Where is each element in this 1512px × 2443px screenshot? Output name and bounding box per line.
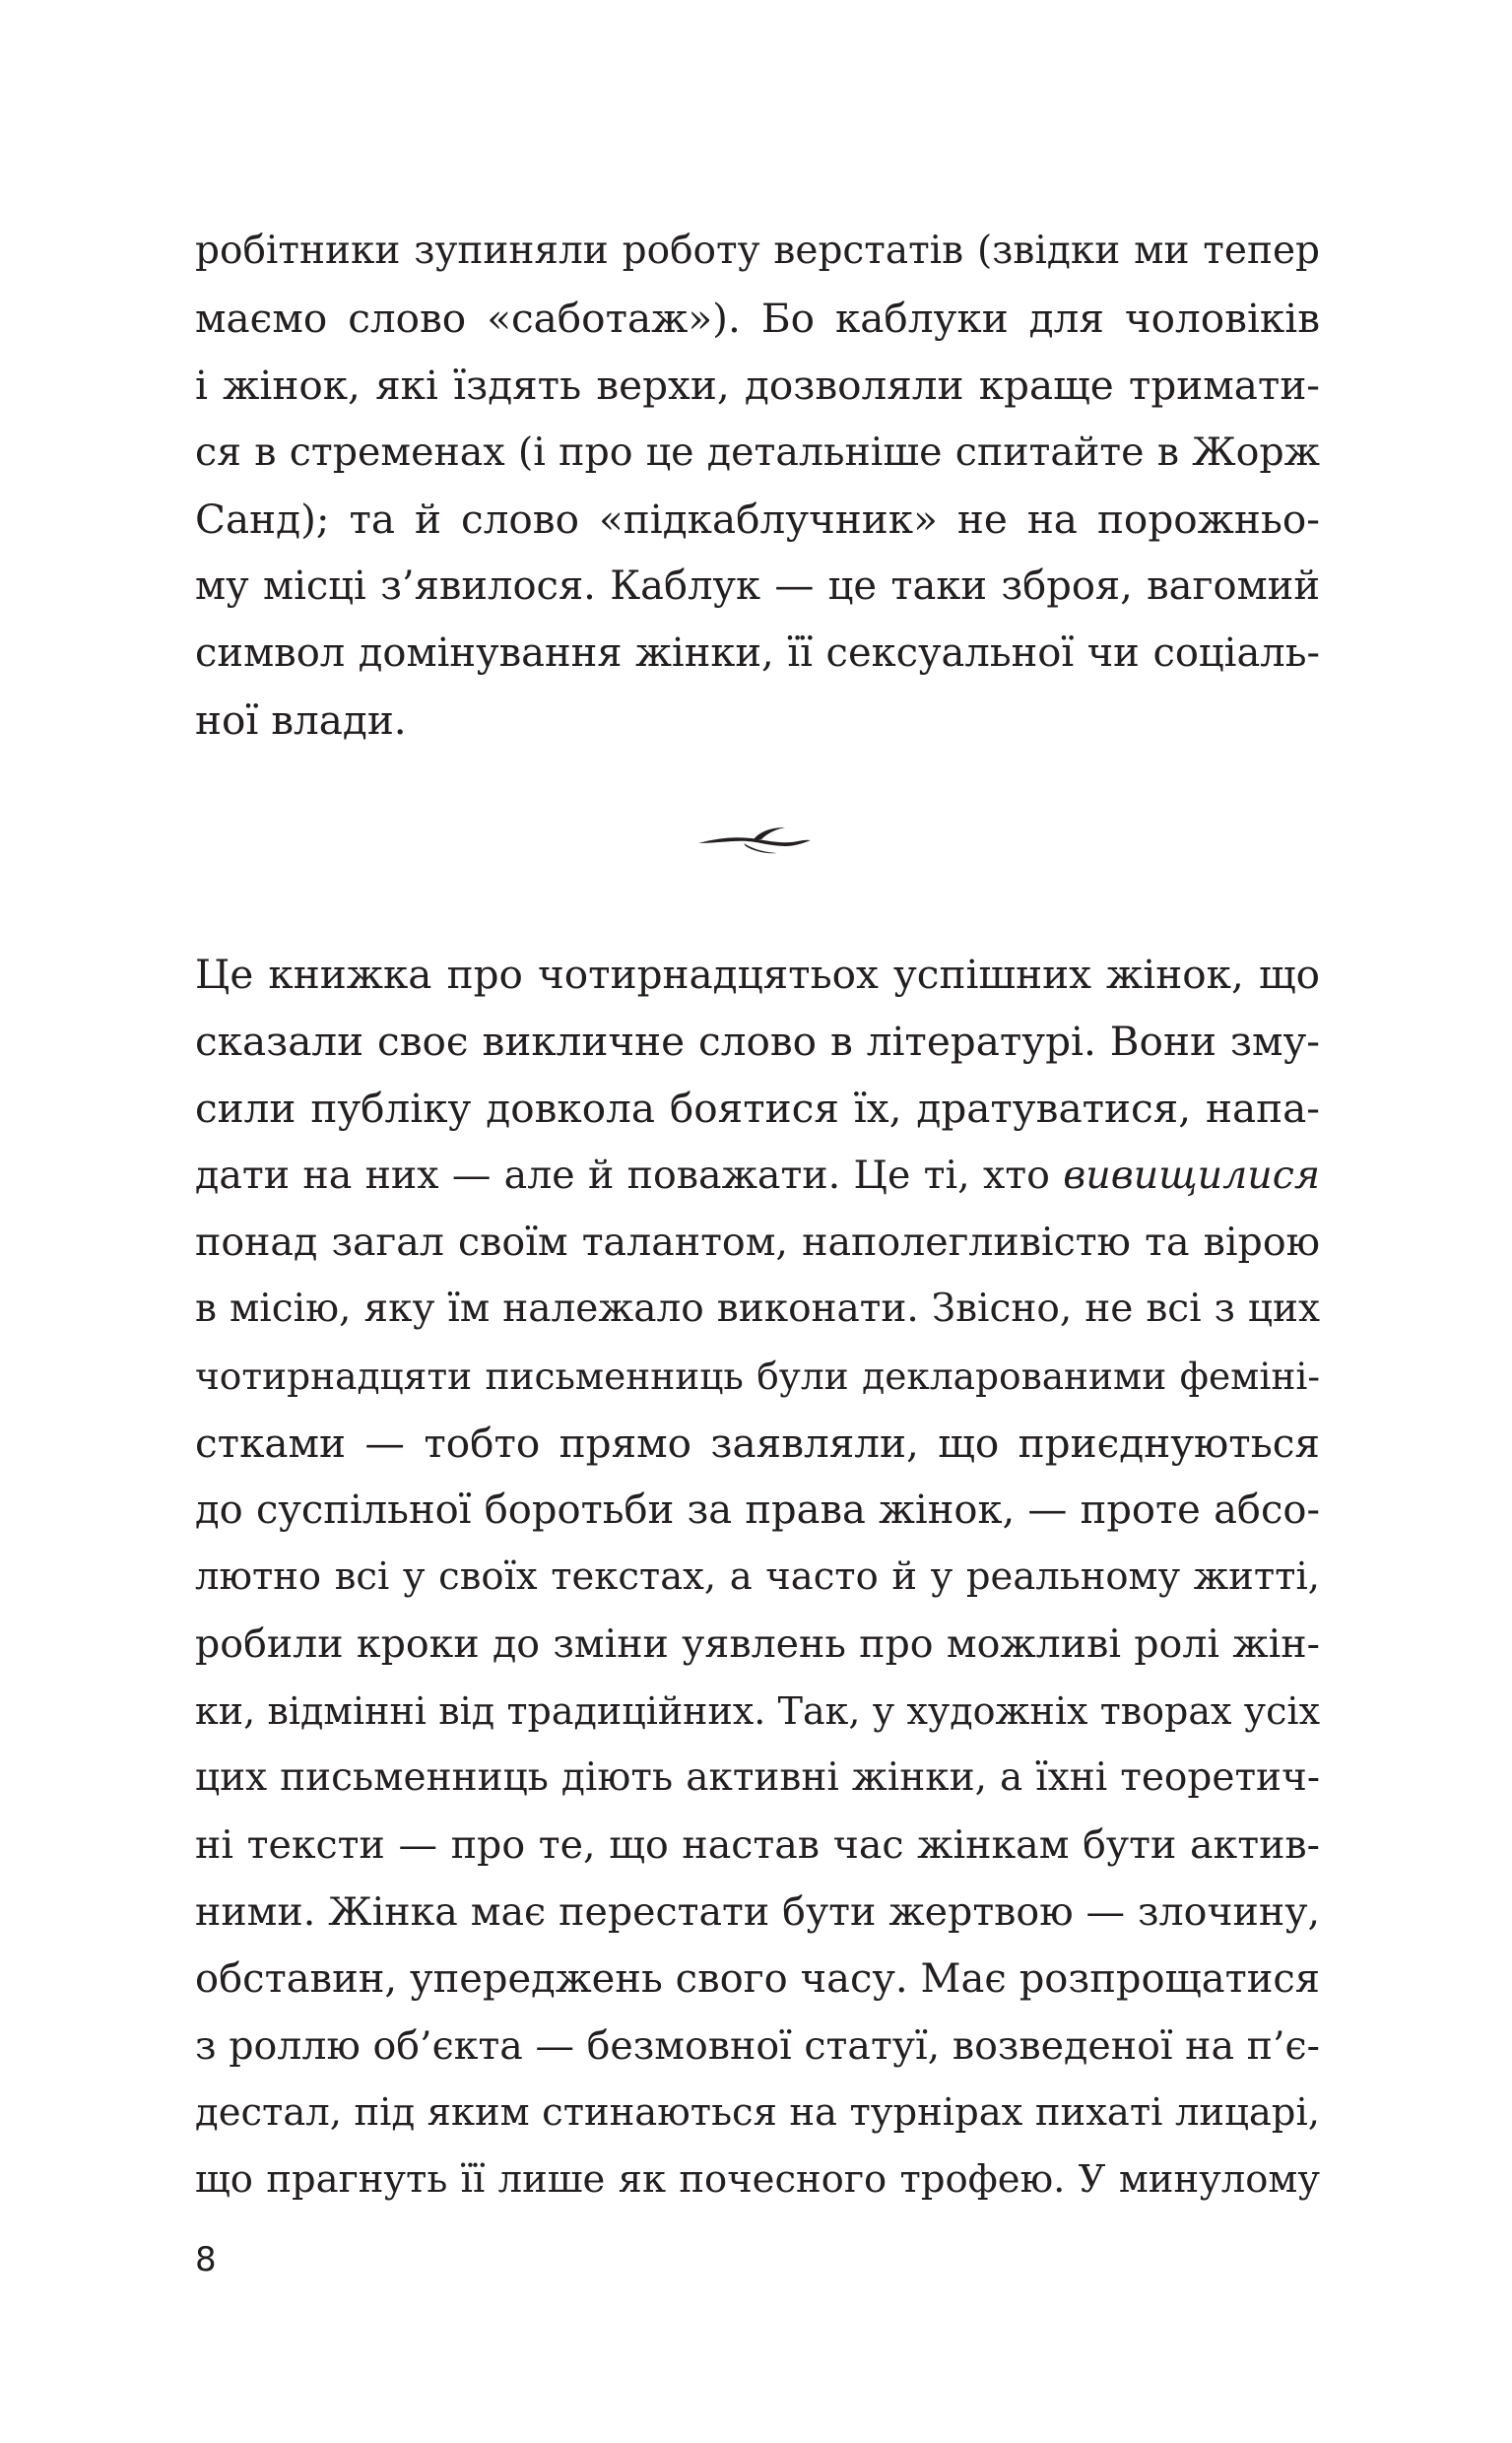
text-line: маємо слово «саботаж»). Бо каблуки для чоловіків [195,295,1320,342]
text-line: обставин, упереджень свого часу. Має розпрощатися [195,1956,1320,2002]
text-line: робітники зупиняли роботу верстатів (звідки ми тепер [195,229,1320,273]
text-line: Санд); та й слово «підкаблучник» не на порожньо- [195,495,1320,543]
text-line: що прагнуть її лише як почесного трофею. У минулому [195,2157,1320,2202]
text-line: до суспільної боротьби за права жінок, — проте абсо- [195,1487,1320,1533]
text-line: дестал, під яким стинаються на турнірах пихаті лицарі, [195,2090,1320,2135]
text-line: понад загал своїм талантом, наполегливістю та вірою [195,1220,1320,1265]
text-line: робили кроки до зміни уявлень про можливі ролі жін- [195,1621,1320,1667]
text-line: сили публіку довкола боятися їх, дратуватися, напа- [195,1085,1320,1132]
text-line: ні тексти — про те, що настав час жінкам бути актив- [195,1822,1320,1868]
italic-word: вивищилися [1063,1153,1320,1198]
text-line: цих письменниць діють активні жінки, а їхні теоретич- [195,1755,1320,1800]
text-line: сказали своє викличне слово в літературі. Вони зму- [195,1018,1320,1065]
text-line: Це книжка про чотирнадцятьох успішних жінок, що [195,951,1320,998]
paragraph-1 [195,218,1320,754]
text-line: му місці з’явилося. Каблук — це таки зброя, вагомий [195,563,1320,609]
text-line: ними. Жінка має перестати бути жертвою — злочину, [195,1889,1320,1935]
text-line: з роллю об’єкта — безмовної статуї, возведеної на п’є- [195,2023,1320,2069]
text-line: і жінок, які їздять верхи, дозволяли краще тримати- [195,362,1320,409]
text-line: в місію, яку їм належало виконати. Звісно, не всі з цих [195,1287,1320,1331]
text-fragment: дати на них — але й поважати. Це ті, хто [195,1153,1050,1198]
text-line: стками — тобто прямо заявляли, що приєднуються [195,1420,1320,1467]
text-line-with-italic [195,1142,1320,1209]
paragraph-2 [195,941,1320,2213]
text-line: чотирнадцяти письменниць були декларованими феміні- [195,1354,1320,1398]
text-line: символ домінування жінки, її сексуальної чи соціаль- [195,630,1320,676]
text-line: лютно всі у своїх текстах, а часто й у реальному житті, [195,1554,1320,1599]
page-number: 8 [195,2240,217,2279]
text-line: ся в стременах (і про це детальніше спитайте в Жорж [195,429,1320,475]
swash-divider-icon [696,820,813,859]
text-line: ки, відмінні від традиційних. Так, у художніх творах усіх [195,1689,1320,1733]
text-line: ної влади. [195,696,407,744]
